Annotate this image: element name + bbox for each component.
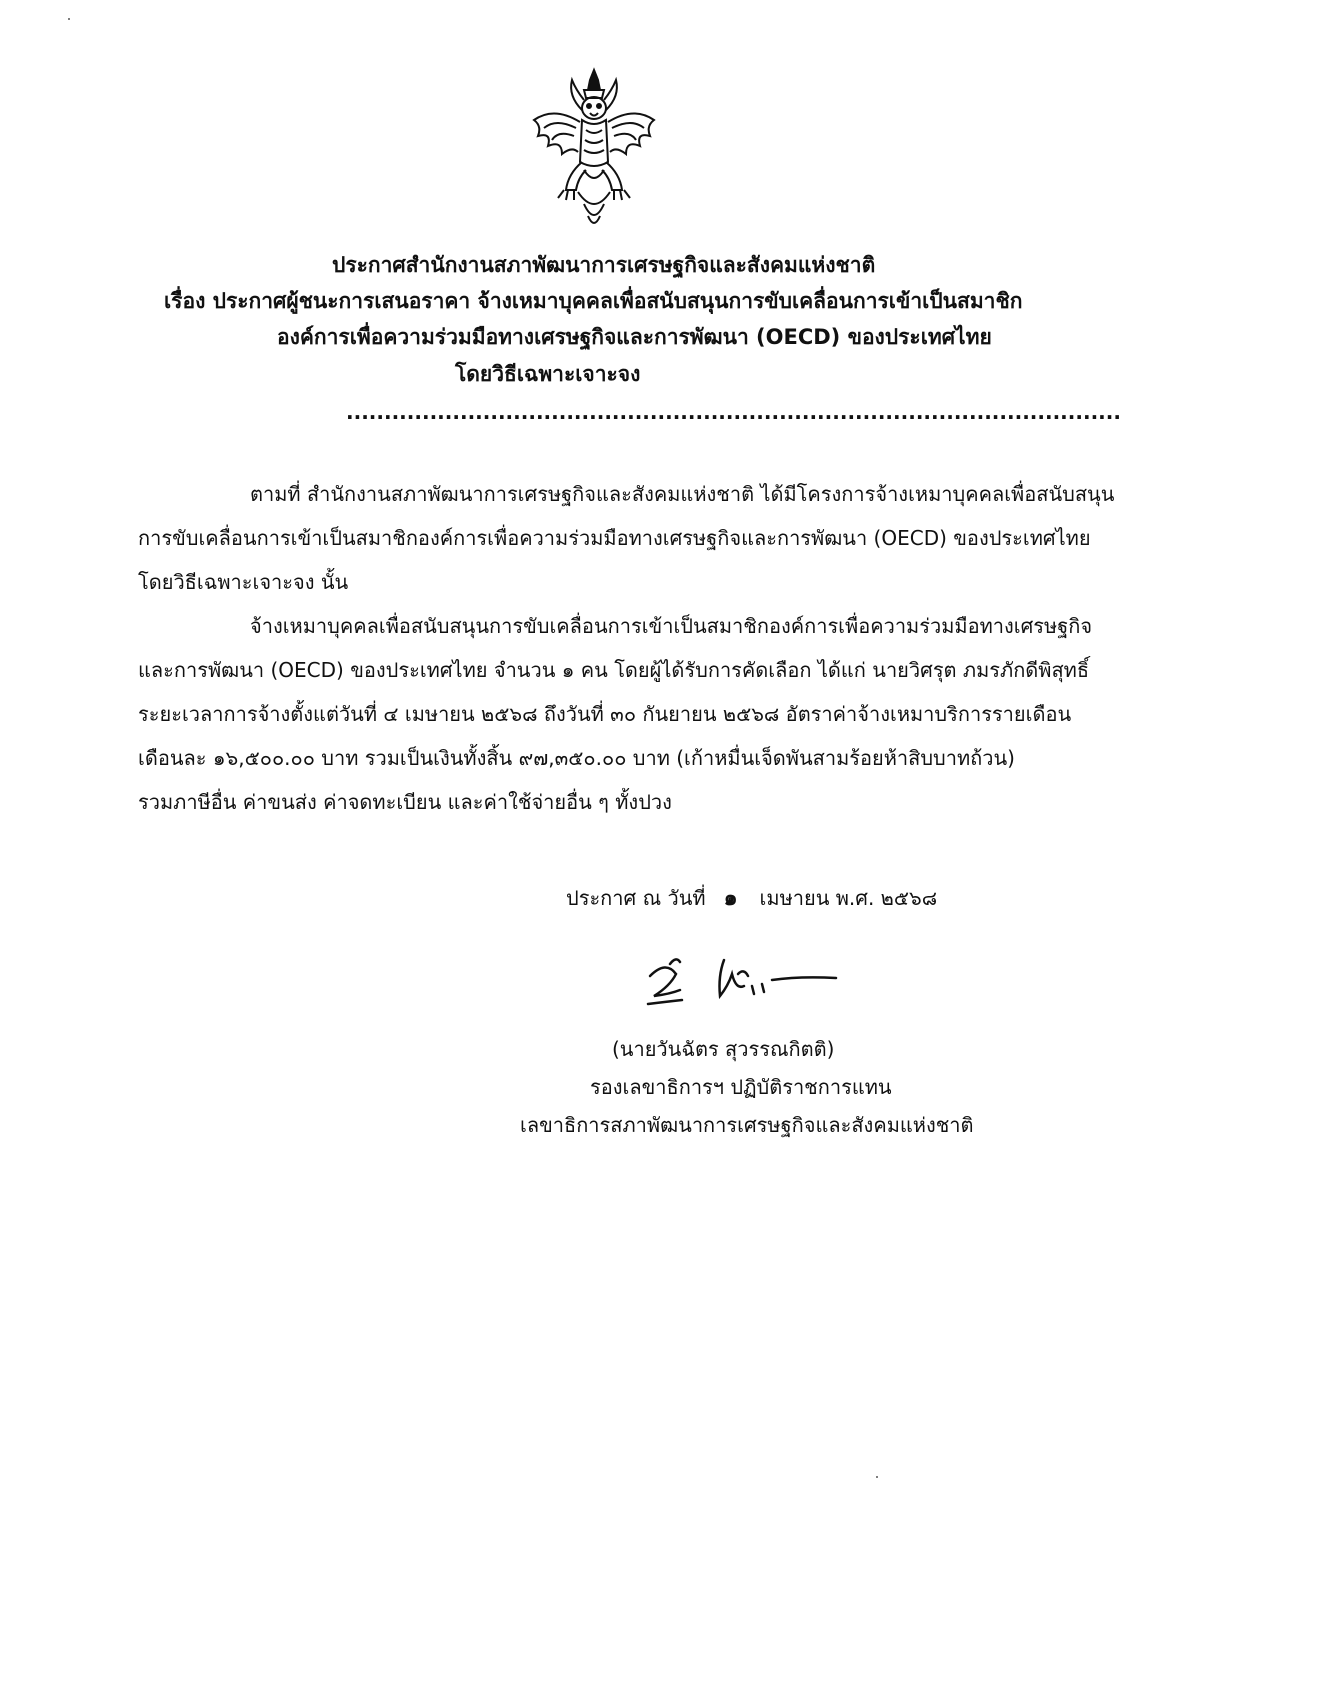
garuda-emblem-icon <box>528 66 661 232</box>
scan-speck <box>876 1476 878 1478</box>
signatory-name: (นายวันฉัตร สุวรรณกิตติ) <box>612 1037 835 1061</box>
announcement-date <box>566 882 937 915</box>
document-subject: เรื่อง ประกาศผู้ชนะการเสนอราคา จ้างเหมาบุคคลเพื่อสนับสนุนการขับเคลื่อนการเข้าเป็นสมาชิก <box>164 289 1023 313</box>
announcement-month-year: เมษายน พ.ศ. ๒๕๖๘ <box>759 886 938 910</box>
document-title: ประกาศสำนักงานสภาพัฒนาการเศรษฐกิจและสังคมแห่งชาติ <box>332 253 876 277</box>
header-divider: ...................................................................................................... <box>346 400 1121 424</box>
paragraph1-line3: โดยวิธีเฉพาะเจาะจง นั้น <box>138 570 349 594</box>
announcement-date-prefix: ประกาศ ณ วันที่ <box>566 886 706 910</box>
signatory-position-secondary: เลขาธิการสภาพัฒนาการเศรษฐกิจและสังคมแห่งชาติ <box>520 1113 974 1137</box>
handwritten-signature-icon <box>640 946 860 1026</box>
paragraph1-line2: การขับเคลื่อนการเข้าเป็นสมาชิกองค์การเพื่อความร่วมมือทางเศรษฐกิจและการพัฒนา (OECD) ของประเทศไทย <box>138 526 1091 550</box>
document-method: โดยวิธีเฉพาะเจาะจง <box>455 362 641 386</box>
paragraph2-line3: ระยะเวลาการจ้างตั้งแต่วันที่ ๔ เมษายน ๒๕๖๘ ถึงวันที่ ๓๐ กันยายน ๒๕๖๘ อัตราค่าจ้างเหมาบริการรายเดือน <box>138 702 1072 726</box>
paragraph2-line5: รวมภาษีอื่น ค่าขนส่ง ค่าจดทะเบียน และค่าใช้จ่ายอื่น ๆ ทั้งปวง <box>138 790 672 814</box>
paragraph2-line1: จ้างเหมาบุคคลเพื่อสนับสนุนการขับเคลื่อนการเข้าเป็นสมาชิกองค์การเพื่อความร่วมมือทางเศรษฐกิจ <box>250 614 1093 638</box>
announcement-day: ๑ <box>723 886 738 911</box>
paragraph1-line1: ตามที่ สำนักงานสภาพัฒนาการเศรษฐกิจและสังคมแห่งชาติ ได้มีโครงการจ้างเหมาบุคคลเพื่อสนับสนุน <box>250 482 1115 506</box>
scan-speck <box>68 18 70 20</box>
paragraph2-line2: และการพัฒนา (OECD) ของประเทศไทย จำนวน ๑ คน โดยผู้ได้รับการคัดเลือก ได้แก่ นายวิศรุต ภมรภักดีพิสุทธิ์ <box>138 658 1090 682</box>
signatory-position: รองเลขาธิการฯ ปฏิบัติราชการแทน <box>590 1075 892 1099</box>
paragraph2-line4: เดือนละ ๑๖,๕๐๐.๐๐ บาท รวมเป็นเงินทั้งสิ้น ๙๗,๓๕๐.๐๐ บาท (เก้าหมื่นเจ็ดพันสามร้อยห้าสิบบาทถ้วน) <box>138 746 1015 770</box>
document-subject-cont: องค์การเพื่อความร่วมมือทางเศรษฐกิจและการพัฒนา (OECD) ของประเทศไทย <box>277 325 992 349</box>
